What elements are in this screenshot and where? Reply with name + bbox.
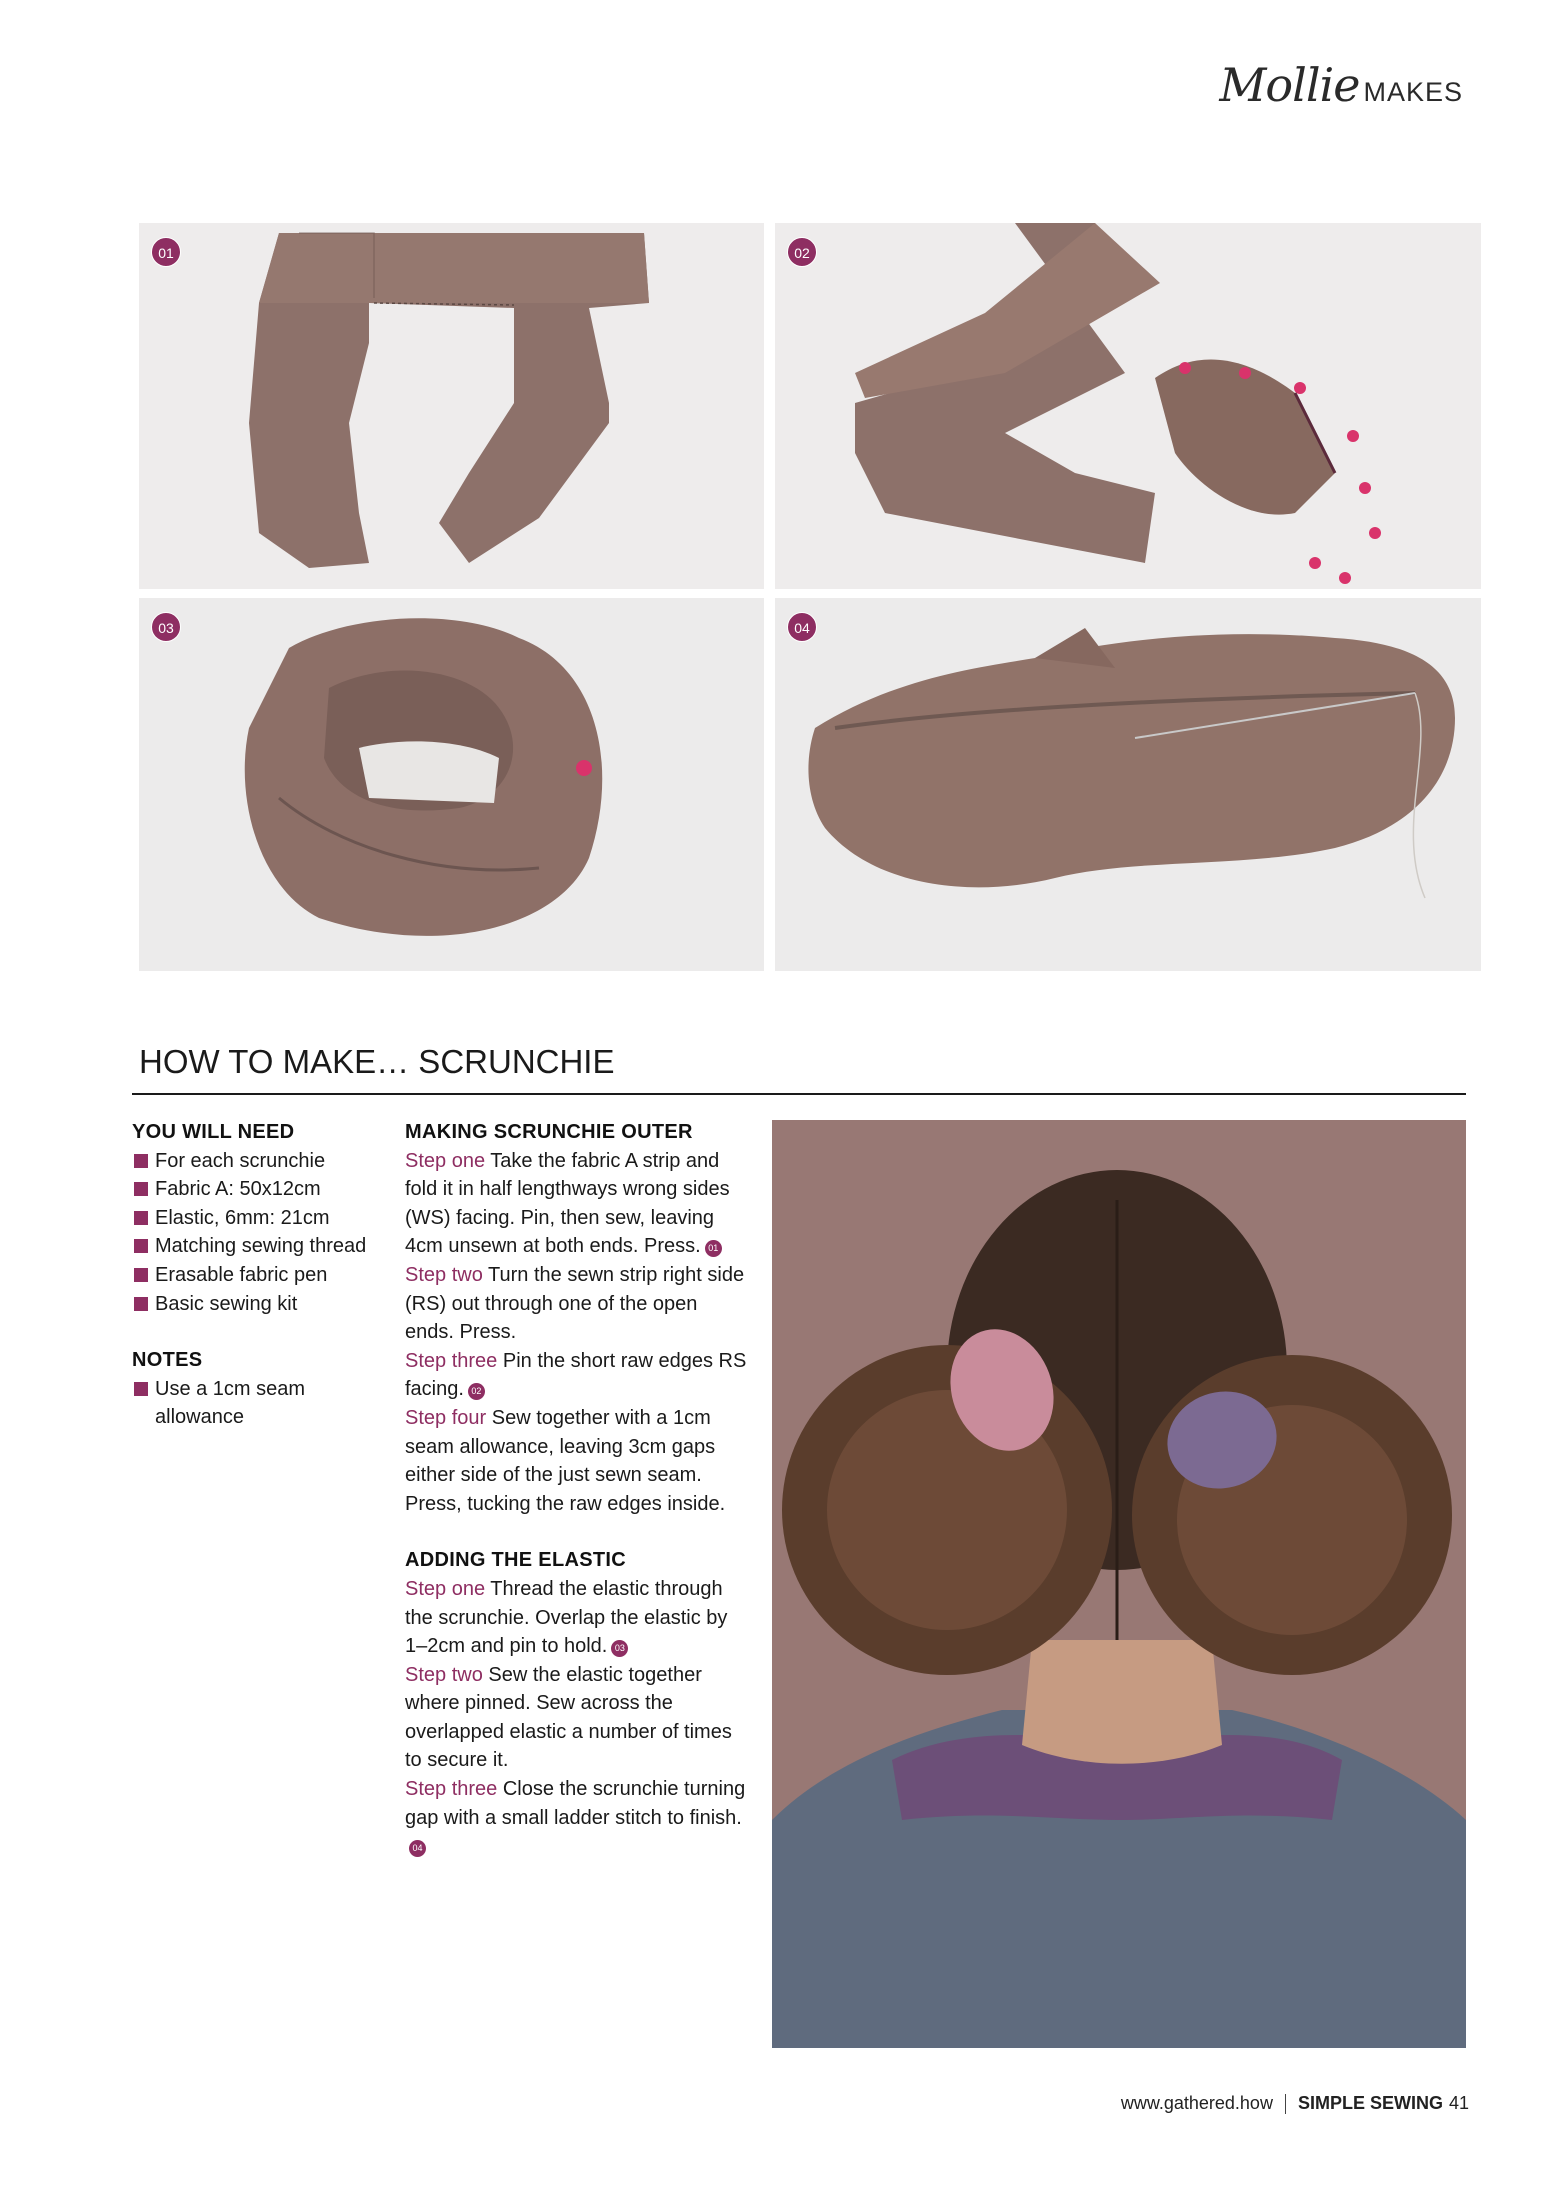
step-badge: 04: [787, 612, 817, 642]
scrunchie-elastic-image: [139, 598, 764, 971]
step-photo-04: [775, 598, 1481, 971]
section-title: HOW TO MAKE… SCRUNCHIE: [139, 1043, 615, 1080]
notes-heading: NOTES: [132, 1349, 203, 1372]
brand-logo: [1219, 58, 1463, 112]
step-label: Step two: [405, 1663, 483, 1686]
brand-word: MAKES: [1363, 77, 1463, 107]
step-text: Sew together with a 1cm seam allowance, leaving 3cm gaps either side of the just sewn seam. Press, tucking the raw edges inside.: [405, 1406, 726, 1515]
instructions-column: [405, 1118, 750, 1861]
list-item: [132, 1290, 392, 1319]
step-text: Close the scrunchie turning gap with a small ladder stitch to finish.: [405, 1778, 746, 1829]
photo-ref-badge: 03: [611, 1640, 628, 1657]
instruction-step: [405, 1147, 750, 1261]
page-number: 41: [1448, 2093, 1469, 2113]
bullet-square-icon: [134, 1268, 148, 1282]
bullet-square-icon: [134, 1182, 148, 1196]
you-will-need-heading: YOU WILL NEED: [132, 1121, 295, 1143]
list-item: [132, 1375, 392, 1432]
instruction-step: [405, 1404, 750, 1518]
step-label: Step four: [405, 1406, 487, 1429]
photo-ref-badge: 04: [409, 1840, 426, 1857]
step-label: Step three: [405, 1349, 498, 1372]
step-text: Pin the short raw edges RS facing.: [405, 1349, 747, 1401]
instruction-step: [405, 1261, 750, 1347]
step-label: Step one: [405, 1149, 486, 1172]
bullet-square-icon: [134, 1154, 148, 1168]
bullet-square-icon: [134, 1297, 148, 1311]
bullet-square-icon: [134, 1382, 148, 1396]
list-item: [132, 1261, 392, 1290]
step-photo-03: [139, 598, 764, 971]
model-image: [772, 1120, 1466, 2048]
list-item-text: Use a 1cm seam allowance: [155, 1377, 306, 1429]
step-text: Turn the sewn strip right side (RS) out through one of the open ends. Press.: [405, 1263, 745, 1344]
requirements-column: [132, 1118, 392, 1432]
elastic-heading: ADDING THE ELASTIC: [405, 1549, 626, 1572]
brand-script: Mollie: [1219, 58, 1360, 112]
scrunchie-model-photo: [772, 1120, 1466, 2048]
footer-url: www.gathered.how: [1120, 2093, 1273, 2113]
bullet-square-icon: [134, 1239, 148, 1253]
list-item-text: Erasable fabric pen: [155, 1263, 328, 1286]
instruction-step: [405, 1661, 750, 1775]
step-label: Step one: [405, 1577, 486, 1600]
footer-separator: [1285, 2094, 1286, 2114]
list-item-text: Basic sewing kit: [155, 1292, 298, 1315]
photo-ref-badge: 02: [468, 1383, 485, 1400]
section-divider: [132, 1093, 1466, 1095]
footer-magazine: SIMPLE SEWING: [1297, 2093, 1443, 2113]
instruction-step: [405, 1575, 750, 1661]
list-item-text: Elastic, 6mm: 21cm: [155, 1206, 330, 1229]
step-badge: 03: [151, 612, 181, 642]
step-label: Step two: [405, 1263, 483, 1286]
list-item-text: Matching sewing thread: [155, 1235, 367, 1258]
step-text: Take the fabric A strip and fold it in half lengthways wrong sides (WS) facing. Pin, then sew, leaving 4cm unsewn at both ends. Press.: [405, 1149, 730, 1258]
list-item: [132, 1232, 392, 1261]
instruction-step: [405, 1347, 750, 1404]
list-item-text: Fabric A: 50x12cm: [155, 1178, 321, 1201]
instruction-step: [405, 1775, 750, 1861]
step-photo-02: [775, 223, 1481, 589]
list-item: [132, 1204, 392, 1233]
photo-ref-badge: 01: [705, 1240, 722, 1257]
page-footer: [1121, 2093, 1469, 2114]
bullet-square-icon: [134, 1211, 148, 1225]
step-text: Sew the elastic together where pinned. Sew across the overlapped elastic a number of times to secure it.: [405, 1663, 732, 1772]
list-item-text: For each scrunchie: [155, 1149, 326, 1172]
list-item: [132, 1175, 392, 1204]
step-photo-01: [139, 223, 764, 589]
outer-heading: MAKING SCRUNCHIE OUTER: [405, 1121, 693, 1143]
step-label: Step three: [405, 1778, 498, 1801]
step-text: Thread the elastic through the scrunchie. Overlap the elastic by 1–2cm and pin to hold.: [405, 1577, 728, 1658]
step-badge: 02: [787, 237, 817, 267]
pinned-strip-image: [775, 223, 1481, 589]
folded-strip-image: [139, 223, 764, 589]
step-badge: 01: [151, 237, 181, 267]
ladder-stitch-image: [775, 598, 1481, 971]
list-item: [132, 1147, 392, 1176]
